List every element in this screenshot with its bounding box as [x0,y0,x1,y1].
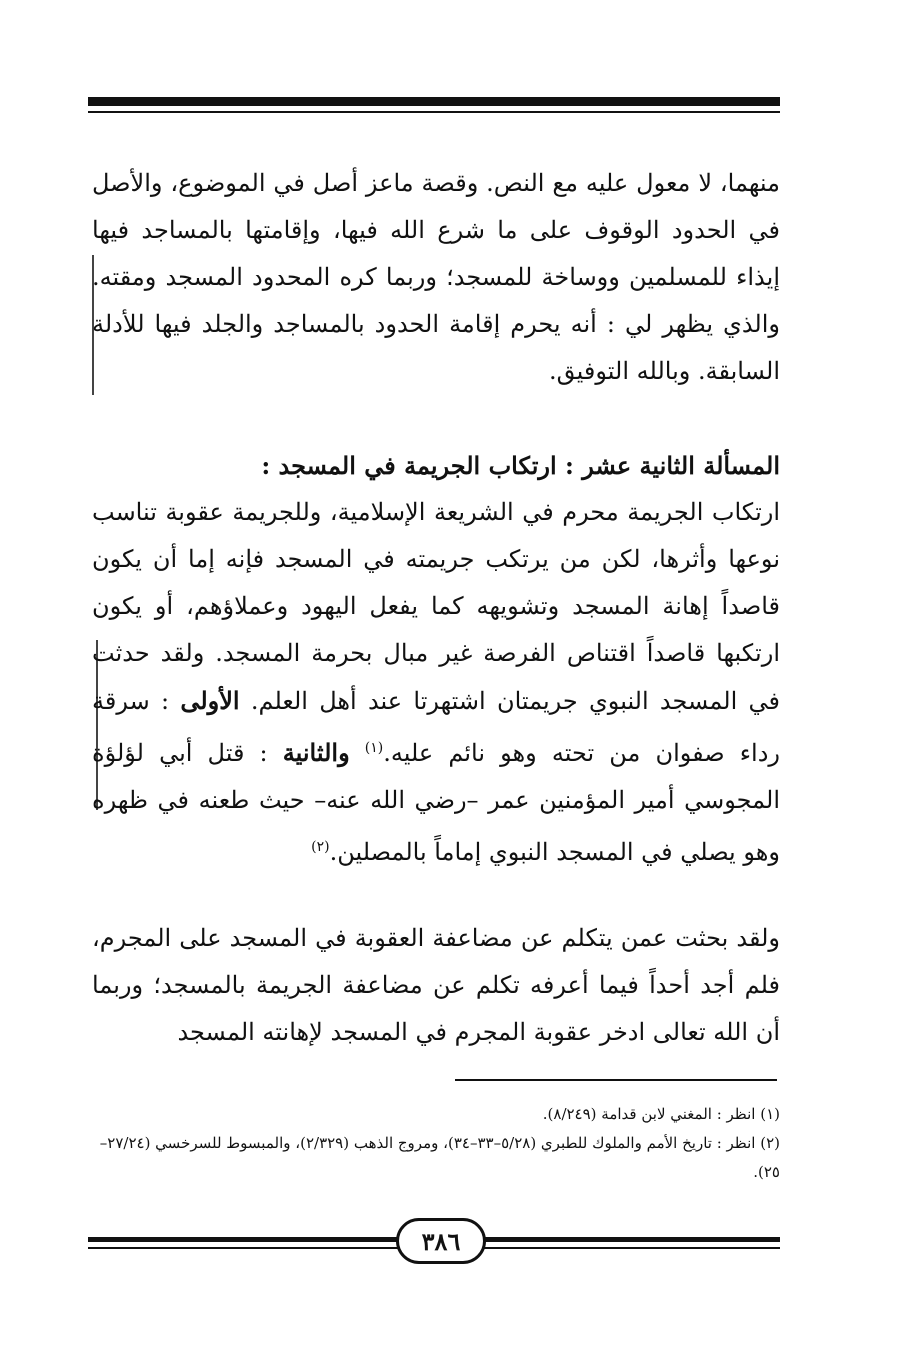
footnote-ref-1: (١) [364,740,384,756]
main-text-continued [92,915,780,1056]
paragraph-1: منهما، لا معول عليه مع النص. وقصة ماعز أصل في الموضوع، والأصل في الحدود الوقوف على ما شرع الله فيها، وإقامتها بالمساجد فيها إيذاء للمسلمين ووساخة للمسجد؛ وربما كره المحدود المسجد ومقته. والذي يظهر لي : أنه يحرم إقامة الحدود بالمساجد والجلد فيها للأدلة السابقة. وبالله التوفيق. [92,169,781,385]
page-number: ٣٨٦ [396,1218,486,1264]
header-rule-thick [88,97,780,106]
first-crime-label: الأولى [180,686,240,715]
section-heading: المسألة الثانية عشر : ارتكاب الجريمة في المسجد : [261,451,780,480]
paragraph-2-part-1: ارتكاب الجريمة محرم في الشريعة الإسلامية، وللجريمة عقوبة تناسب نوعها وأثرها، لكن من يرتكب جريمته في المسجد فإنه إما أن يكون قاصداً إهانة المسجد وتشويهه كما يفعل اليهود وعملاؤهم، أو يكون ارتكبها قاصداً اقتناص الفرصة غير مبال بحرمة المسجد. ولقد حدثت في المسجد النبوي جريمتان اشتهرتا عند أهل العلم. [92,498,781,715]
footnote-ref-2: (٢) [311,839,330,855]
footnote-separator [455,1079,777,1081]
second-crime-label: والثانية [282,738,350,767]
paragraph-2-part-3: : قتل أبي لؤلؤة المجوسي أمير المؤمنين عمر –رضي الله عنه– حيث طعنه في ظهره وهو يصلي في المسجد النبوي إماماً بالمصلين. [92,739,780,866]
footnote-1: (١) انظر : المغني لابن قدامة (٨/٢٤٩). [542,1105,780,1123]
footnotes [92,1100,780,1187]
header-rule-thin [88,111,780,113]
footnote-2: (٢) انظر : تاريخ الأمم والملوك للطبري (٥/٢٨–٣٣–٣٤)، ومروج الذهب (٢/٣٢٩)، والمبسوط للسرخسي (٢٧/٢٤–٢٥). [99,1134,780,1181]
main-text [92,160,780,395]
paragraph-2 [92,489,780,876]
paragraph-2-part-2: : سرقة رداء صفوان من تحته وهو نائم عليه. [92,687,780,767]
paragraph-3: ولقد بحثت عمن يتكلم عن مضاعفة العقوبة في المسجد على المجرم، فلم أجد أحداً فيما أعرفه تكلم عن مضاعفة الجريمة بالمسجد؛ وربما أن الله تعالى ادخر عقوبة المجرم في المسجد لإهانته المسجد [92,924,780,1046]
section-block [92,442,780,876]
